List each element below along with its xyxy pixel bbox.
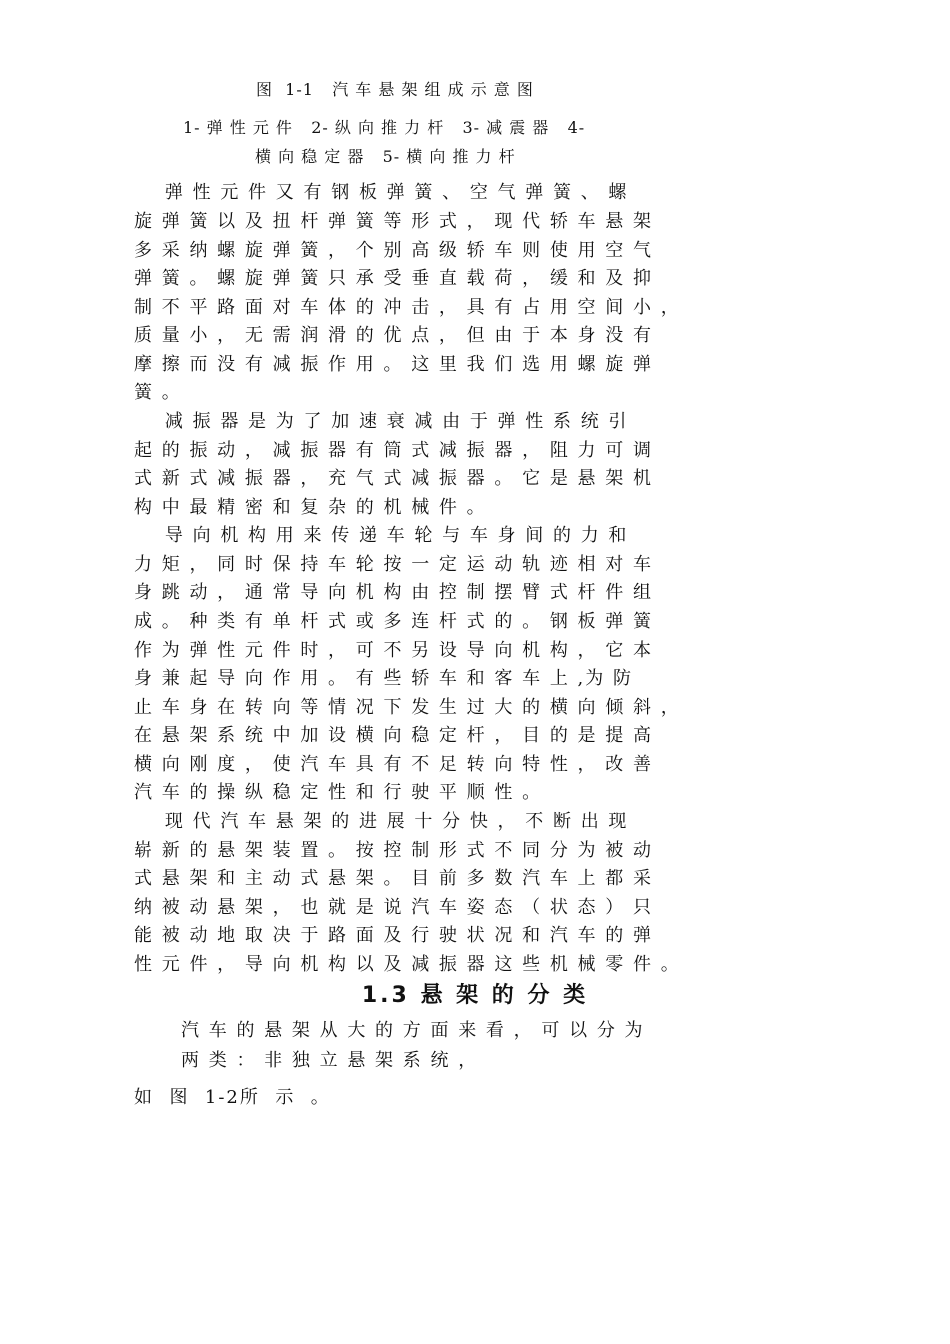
- paragraph-2-line: 减 振 器 是 为 了 加 速 衰 减 由 于 弹 性 系 统 引: [134, 411, 629, 432]
- paragraph-4-line: 崭 新 的 悬 架 装 置 。 按 控 制 形 式 不 同 分 为 被 动: [134, 840, 653, 861]
- paragraph-3-line: 身 兼 起 导 向 作 用 。 有 些 轿 车 和 客 车 上 ,为 防: [134, 668, 633, 689]
- paragraph-3-line: 在 悬 架 系 统 中 加 设 横 向 稳 定 杆 ， 目 的 是 提 高: [134, 725, 653, 746]
- figure-legend-line-1: 1- 弹 性 元 件 2- 纵 向 推 力 杆 3- 减 震 器 4-: [183, 118, 586, 137]
- paragraph-4-line: 性 元 件 ， 导 向 机 构 以 及 减 振 器 这 些 机 械 零 件 。: [134, 954, 681, 975]
- paragraph-3-line: 止 车 身 在 转 向 等 情 况 下 发 生 过 大 的 横 向 倾 斜 ，: [134, 697, 681, 718]
- section-body-line: 两 类 ： 非 独 立 悬 架 系 统 ，: [181, 1050, 479, 1071]
- paragraph-1-line: 摩 擦 而 没 有 减 振 作 用 。 这 里 我 们 选 用 螺 旋 弹: [134, 354, 653, 375]
- figure-legend-line-2: 横 向 稳 定 器 5- 横 向 推 力 杆: [255, 147, 516, 166]
- paragraph-1-line: 簧 。: [134, 382, 182, 403]
- paragraph-4-line: 式 悬 架 和 主 动 式 悬 架 。 目 前 多 数 汽 车 上 都 采: [134, 868, 653, 889]
- paragraph-4-line: 能 被 动 地 取 决 于 路 面 及 行 驶 状 况 和 汽 车 的 弹: [134, 925, 653, 946]
- paragraph-1-line: 质 量 小 ， 无 需 润 滑 的 优 点 ， 但 由 于 本 身 没 有: [134, 325, 653, 346]
- paragraph-3-line: 身 跳 动 ， 通 常 导 向 机 构 由 控 制 摆 臂 式 杆 件 组: [134, 582, 653, 603]
- paragraph-2-line: 起 的 振 动 ， 减 振 器 有 筒 式 减 振 器 ， 阻 力 可 调: [134, 440, 653, 461]
- paragraph-1-line: 弹 性 元 件 又 有 钢 板 弹 簧 、 空 气 弹 簧 、 螺: [134, 182, 629, 203]
- paragraph-4-line: 纳 被 动 悬 架 ， 也 就 是 说 汽 车 姿 态 （ 状 态 ） 只: [134, 897, 653, 918]
- paragraph-3-line: 横 向 刚 度 ， 使 汽 车 具 有 不 足 转 向 特 性 ， 改 善: [134, 754, 653, 775]
- paragraph-2-line: 式 新 式 减 振 器 ， 充 气 式 减 振 器 。 它 是 悬 架 机: [134, 468, 653, 489]
- paragraph-1-line: 多 采 纳 螺 旋 弹 簧 ， 个 别 高 级 轿 车 则 使 用 空 气: [134, 240, 653, 261]
- paragraph-2-line: 构 中 最 精 密 和 复 杂 的 机 械 件 。: [134, 497, 487, 518]
- section-heading: 1.3 悬 架 的 分 类: [361, 983, 589, 1008]
- paragraph-1-line: 弹 簧 。 螺 旋 弹 簧 只 承 受 垂 直 载 荷 ， 缓 和 及 抑: [134, 268, 653, 289]
- paragraph-4-line: 现 代 汽 车 悬 架 的 进 展 十 分 快 ， 不 断 出 现: [134, 811, 629, 832]
- section-body-line: 汽 车 的 悬 架 从 大 的 方 面 来 看 ， 可 以 分 为: [181, 1020, 645, 1041]
- paragraph-3-line: 导 向 机 构 用 来 传 递 车 轮 与 车 身 间 的 力 和: [134, 525, 629, 546]
- paragraph-1-line: 制 不 平 路 面 对 车 体 的 冲 击 ， 具 有 占 用 空 间 小 ，: [134, 297, 681, 318]
- paragraph-3-line: 力 矩 ， 同 时 保 持 车 轮 按 一 定 运 动 轨 迹 相 对 车: [134, 554, 653, 575]
- paragraph-1-line: 旋 弹 簧 以 及 扭 杆 弹 簧 等 形 式 ， 现 代 轿 车 悬 架: [134, 211, 653, 232]
- figure-caption: 图 1-1 汽 车 悬 架 组 成 示 意 图: [256, 80, 534, 99]
- paragraph-3-line: 作 为 弹 性 元 件 时 ， 可 不 另 设 导 向 机 构 ， 它 本: [134, 640, 653, 661]
- paragraph-3-line: 成 。 种 类 有 单 杆 式 或 多 连 杆 式 的 。 钢 板 弹 簧: [134, 611, 653, 632]
- section-body-line: 如 图 1-2所 示 。: [134, 1087, 331, 1108]
- paragraph-3-line: 汽 车 的 操 纵 稳 定 性 和 行 驶 平 顺 性 。: [134, 782, 543, 803]
